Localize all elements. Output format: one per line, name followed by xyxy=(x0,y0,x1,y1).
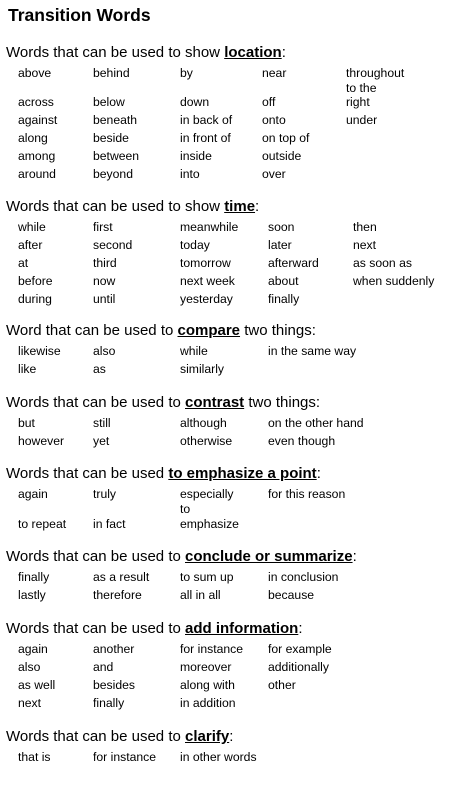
word-cell: to repeat xyxy=(18,517,67,531)
word-cell: finally xyxy=(18,570,50,584)
section-heading xyxy=(6,322,316,340)
heading-keyword: time xyxy=(224,198,256,215)
word-cell: second xyxy=(93,238,133,252)
word-cell: into xyxy=(180,167,200,181)
word-cell: now xyxy=(93,274,116,288)
word-cell: in fact xyxy=(93,517,126,531)
word-cell: along xyxy=(18,131,48,145)
word-cell: on top of xyxy=(262,131,310,145)
word-cell: all in all xyxy=(180,588,221,602)
heading-text: Words that can be used to xyxy=(6,394,185,411)
word-cell: however xyxy=(18,434,65,448)
word-cell: between xyxy=(93,149,140,163)
section-heading xyxy=(6,548,357,566)
word-cell: later xyxy=(268,238,292,252)
word-cell: off xyxy=(262,95,276,109)
heading-keyword: compare xyxy=(177,322,241,339)
word-cell: meanwhile xyxy=(180,220,239,234)
word-cell: inside xyxy=(180,149,212,163)
section-heading xyxy=(6,44,286,62)
word-cell: above xyxy=(18,66,52,80)
word-cell: about xyxy=(268,274,299,288)
section-heading xyxy=(6,394,320,412)
word-cell: also xyxy=(93,344,116,358)
word-cell: although xyxy=(180,416,227,430)
word-cell: before xyxy=(18,274,53,288)
word-cell: still xyxy=(93,416,111,430)
heading-text: Words that can be used to xyxy=(6,620,185,637)
word-cell: right xyxy=(346,95,370,109)
word-cell: next xyxy=(18,696,42,710)
word-cell: during xyxy=(18,292,52,306)
word-cell: beneath xyxy=(93,113,138,127)
word-cell: for example xyxy=(268,642,332,656)
word-cell: moreover xyxy=(180,660,232,674)
word-cell: as well xyxy=(18,678,56,692)
word-cell: below xyxy=(93,95,125,109)
heading-suffix: two things: xyxy=(244,394,321,411)
heading-text: Words that can be used xyxy=(6,465,169,482)
word-cell: and xyxy=(93,660,114,674)
heading-suffix: : xyxy=(255,198,260,215)
heading-text: Words that can be used to xyxy=(6,548,185,565)
word-cell: otherwise xyxy=(180,434,233,448)
word-cell: that is xyxy=(18,750,51,764)
word-cell: near xyxy=(262,66,287,80)
heading-keyword: conclude or summarize xyxy=(185,548,353,565)
word-cell: another xyxy=(93,642,135,656)
heading-text: Words that can be used to xyxy=(6,728,185,745)
word-cell: yesterday xyxy=(180,292,233,306)
word-cell: again xyxy=(18,487,48,501)
word-cell: then xyxy=(353,220,377,234)
word-cell: finally xyxy=(268,292,300,306)
word-cell: as soon as xyxy=(353,256,412,270)
word-cell: beyond xyxy=(93,167,133,181)
word-cell: afterward xyxy=(268,256,319,270)
word-cell: because xyxy=(268,588,315,602)
word-cell: next week xyxy=(180,274,235,288)
word-cell: while xyxy=(18,220,46,234)
word-cell: for instance xyxy=(180,642,244,656)
word-cell: third xyxy=(93,256,117,270)
heading-text: Words that can be used to show xyxy=(6,198,225,215)
heading-keyword: contrast xyxy=(185,394,245,411)
heading-keyword: add information xyxy=(185,620,299,637)
word-cell: beside xyxy=(93,131,129,145)
word-cell: therefore xyxy=(93,588,142,602)
word-cell: but xyxy=(18,416,35,430)
word-cell: truly xyxy=(93,487,117,501)
word-cell: down xyxy=(180,95,210,109)
word-cell: finally xyxy=(93,696,125,710)
heading-keyword: clarify xyxy=(185,728,230,745)
word-cell: in addition xyxy=(180,696,236,710)
heading-text: Word that can be used to xyxy=(6,322,178,339)
heading-suffix: : xyxy=(316,465,321,482)
word-cell: in conclusion xyxy=(268,570,339,584)
heading-suffix: : xyxy=(281,44,286,61)
word-cell: in other words xyxy=(180,750,257,764)
word-cell: after xyxy=(18,238,43,252)
word-cell: also xyxy=(18,660,41,674)
word-cell: when suddenly xyxy=(353,274,435,288)
heading-keyword: to emphasize a point xyxy=(168,465,317,482)
word-cell: similarly xyxy=(180,362,225,376)
word-cell: besides xyxy=(93,678,136,692)
heading-keyword: location xyxy=(224,44,282,61)
section-heading xyxy=(6,465,321,483)
word-cell: even though xyxy=(268,434,336,448)
word-cell: around xyxy=(18,167,56,181)
word-cell: by xyxy=(180,66,193,80)
word-cell: lastly xyxy=(18,588,46,602)
word-cell: to sum up xyxy=(180,570,234,584)
word-cell: yet xyxy=(93,434,110,448)
section-heading xyxy=(6,728,233,746)
word-cell: as xyxy=(93,362,106,376)
word-cell: for this reason xyxy=(268,487,346,501)
word-cell: emphasize xyxy=(180,517,239,531)
heading-suffix: : xyxy=(298,620,303,637)
section-heading xyxy=(6,620,303,638)
word-cell: likewise xyxy=(18,344,61,358)
page-title: Transition Words xyxy=(8,5,151,25)
word-cell: on the other hand xyxy=(268,416,364,430)
word-cell: throughout to the xyxy=(346,66,405,95)
word-cell: while xyxy=(180,344,208,358)
word-cell: especially to xyxy=(180,487,234,516)
word-cell: in back of xyxy=(180,113,233,127)
word-cell: among xyxy=(18,149,56,163)
word-cell: in front of xyxy=(180,131,231,145)
word-cell: first xyxy=(93,220,113,234)
word-cell: as a result xyxy=(93,570,150,584)
word-cell: until xyxy=(93,292,116,306)
word-cell: like xyxy=(18,362,37,376)
word-cell: other xyxy=(268,678,296,692)
word-cell: for instance xyxy=(93,750,157,764)
word-cell: next xyxy=(353,238,377,252)
word-cell: outside xyxy=(262,149,302,163)
heading-text: Words that can be used to show xyxy=(6,44,225,61)
word-cell: in the same way xyxy=(268,344,357,358)
heading-suffix: : xyxy=(229,728,234,745)
word-cell: additionally xyxy=(268,660,329,674)
word-cell: behind xyxy=(93,66,130,80)
word-cell: soon xyxy=(268,220,295,234)
word-cell: at xyxy=(18,256,29,270)
word-cell: onto xyxy=(262,113,286,127)
word-cell: tomorrow xyxy=(180,256,231,270)
heading-suffix: two things: xyxy=(240,322,316,339)
heading-suffix: : xyxy=(352,548,357,565)
word-cell: against xyxy=(18,113,58,127)
word-cell: under xyxy=(346,113,378,127)
word-cell: along with xyxy=(180,678,235,692)
word-cell: over xyxy=(262,167,286,181)
word-cell: again xyxy=(18,642,48,656)
section-heading xyxy=(6,198,259,216)
word-cell: across xyxy=(18,95,54,109)
word-cell: today xyxy=(180,238,210,252)
